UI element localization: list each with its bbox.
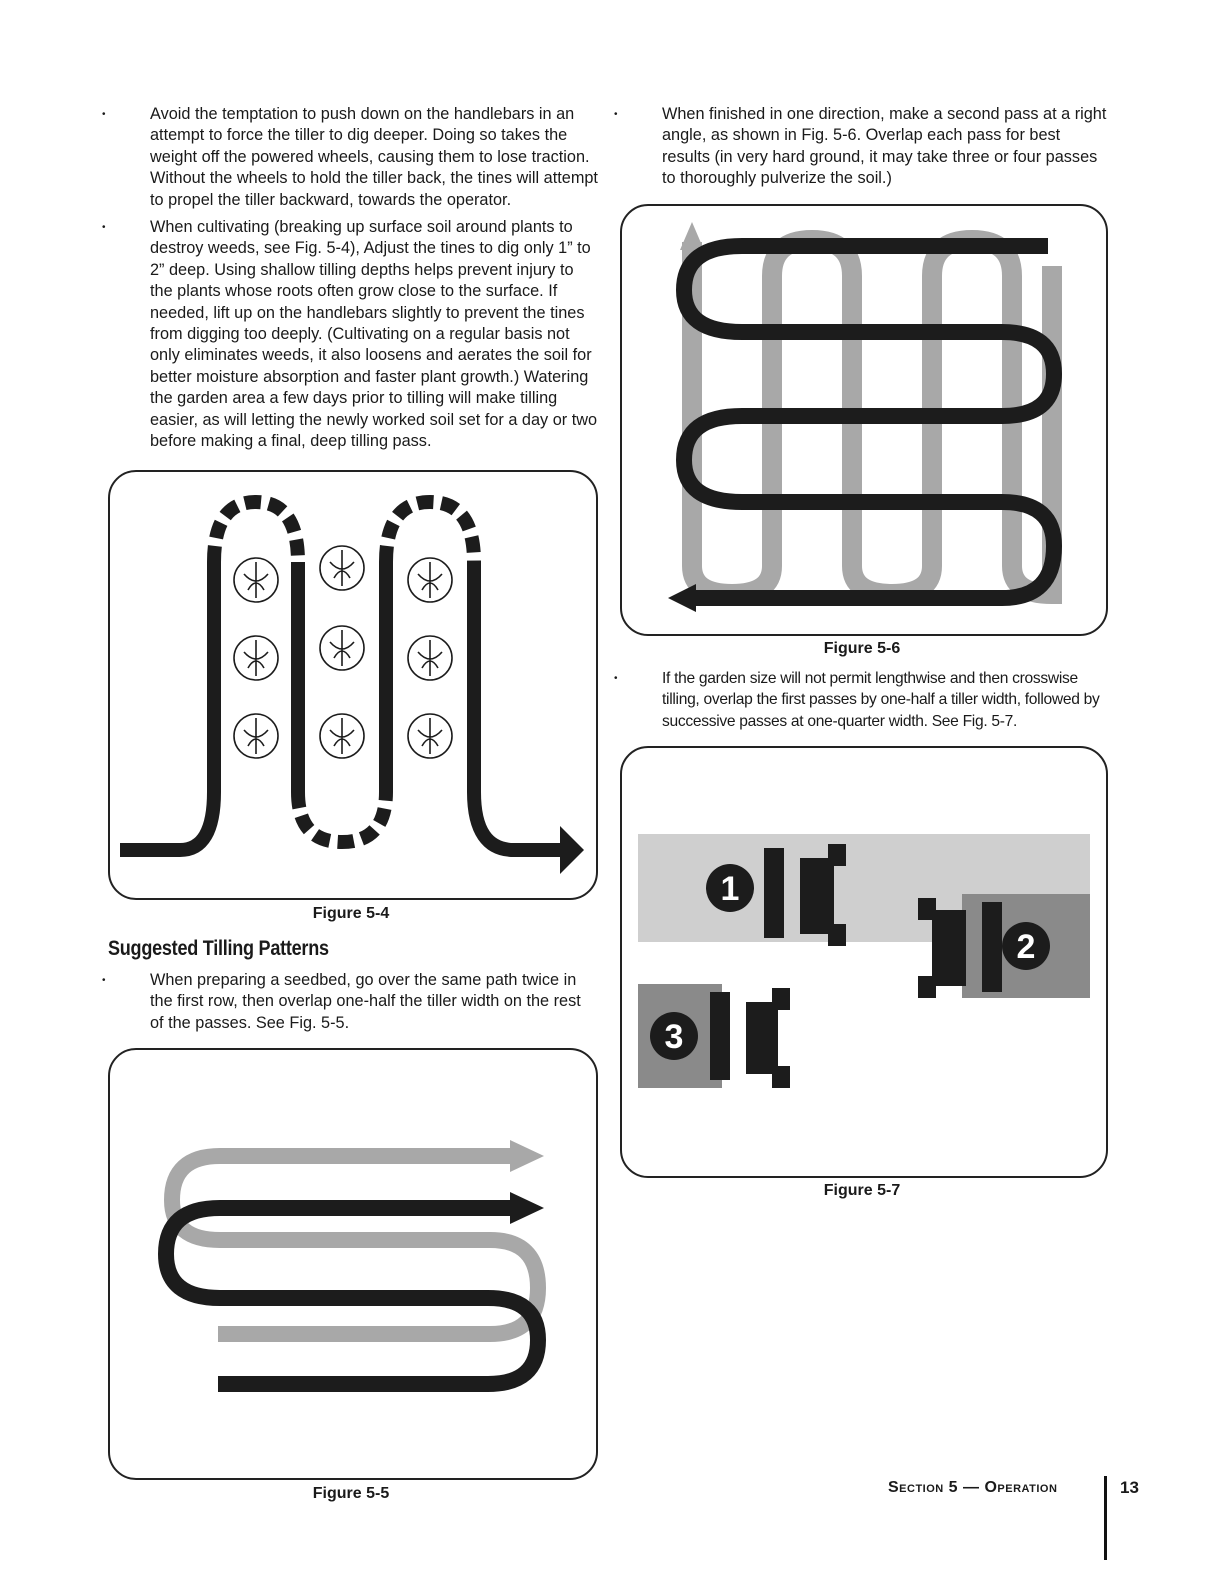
dark-arrow-head [510, 1192, 544, 1224]
figure-5-7 [620, 746, 1108, 1178]
plant-icon [408, 714, 452, 758]
plants [234, 546, 452, 758]
plant-icon [234, 558, 278, 602]
plant-icon [408, 558, 452, 602]
figure-5-4 [108, 470, 598, 900]
figure-5-4-illustration [110, 472, 596, 898]
gray-arrow-head [510, 1140, 544, 1172]
footer-section-label [888, 1479, 1057, 1497]
page-number: 13 [1120, 1478, 1139, 1497]
plant-icon [320, 546, 364, 590]
path-loop-bottom [298, 792, 386, 842]
plant-icon [234, 714, 278, 758]
tiller-label-3: 3 [664, 1018, 684, 1056]
dark-arrow-left [668, 584, 696, 612]
arrow-head [560, 826, 584, 874]
path-entry-left [120, 562, 214, 850]
section-label: Section 5 — Operation [888, 1479, 1058, 1496]
path-exit-right [474, 562, 560, 850]
bullet-seedbed: • When preparing a seedbed, go over the same path twice in the first row, then overlap one-half the tiller width on the rest of the passes. See Fig. 5-5. [108, 970, 598, 1034]
path-loop-1 [214, 502, 298, 562]
figure-5-7-illustration [622, 748, 1106, 1176]
plant-icon [320, 626, 364, 670]
footer-divider [1104, 1476, 1107, 1560]
tiller-label-2: 2 [1016, 928, 1036, 966]
bullet-push-down: • Avoid the temptation to push down on the handlebars in an attempt to force the tiller to dig deeper. Doing so takes the weight off the powered wheels, causing them to lose traction. Without the wheels to hold the tiller back, the tines will attempt to propel the tiller backward, towards the operator. [108, 104, 598, 211]
figure-5-6-caption: Figure 5-6 [823, 640, 901, 657]
section-heading: Suggested Tilling Patterns [108, 937, 329, 960]
right-column [620, 104, 1112, 196]
figure-5-4-caption: Figure 5-4 [312, 905, 390, 922]
plant-icon [320, 714, 364, 758]
left-column-lower [108, 970, 598, 1040]
bullet-cultivating: • When cultivating (breaking up surface soil around plants to destroy weeds, see Fig. 5-4), Adjust the tines to dig only 1” to 2” deep. Using shallow tilling depths helps prevent injury to the plants whose roots often grow close to the surface. If needed, lift up on the handlebars slightly to prevent the tines from digging too deeply. (Cultivating on a regular basis not only eliminates weeds, it also loosens and aerates the soil for better moisture absorption and faster plant growth.) Watering the garden area a few days prior to tilling will make tilling easier, as will letting the newly worked soil set for a day or two before making a final, deep tilling pass. [108, 217, 598, 452]
gray-pass-path [172, 1156, 538, 1334]
figure-5-5 [108, 1048, 598, 1480]
lengthwise-pass-path [684, 246, 1054, 598]
plant-icon [408, 636, 452, 680]
figure-5-7-caption: Figure 5-7 [823, 1182, 901, 1199]
bullet-second-pass: • When finished in one direction, make a second pass at a right angle, as shown in Fig. 5-6. Overlap each pass for best results (in very hard ground, it may take three or four passes to thoroughly pulverize the soil.) [620, 104, 1112, 190]
figure-5-5-illustration [110, 1050, 596, 1478]
path-loop-2 [386, 502, 474, 562]
bullet-overlap-passes: • If the garden size will not permit lengthwise and then crosswise tilling, overlap the first passes by one-half a tiller width, followed by successive passes at one-quarter width. See Fig. 5-7. [620, 668, 1112, 732]
tiller-label-1: 1 [720, 870, 740, 908]
figure-5-6 [620, 204, 1108, 636]
gray-arrow-up [680, 222, 704, 250]
right-column-middle [620, 668, 1112, 738]
left-column [108, 104, 598, 459]
plant-icon [234, 636, 278, 680]
figure-5-6-illustration [622, 206, 1106, 634]
figure-5-5-caption: Figure 5-5 [312, 1485, 390, 1502]
